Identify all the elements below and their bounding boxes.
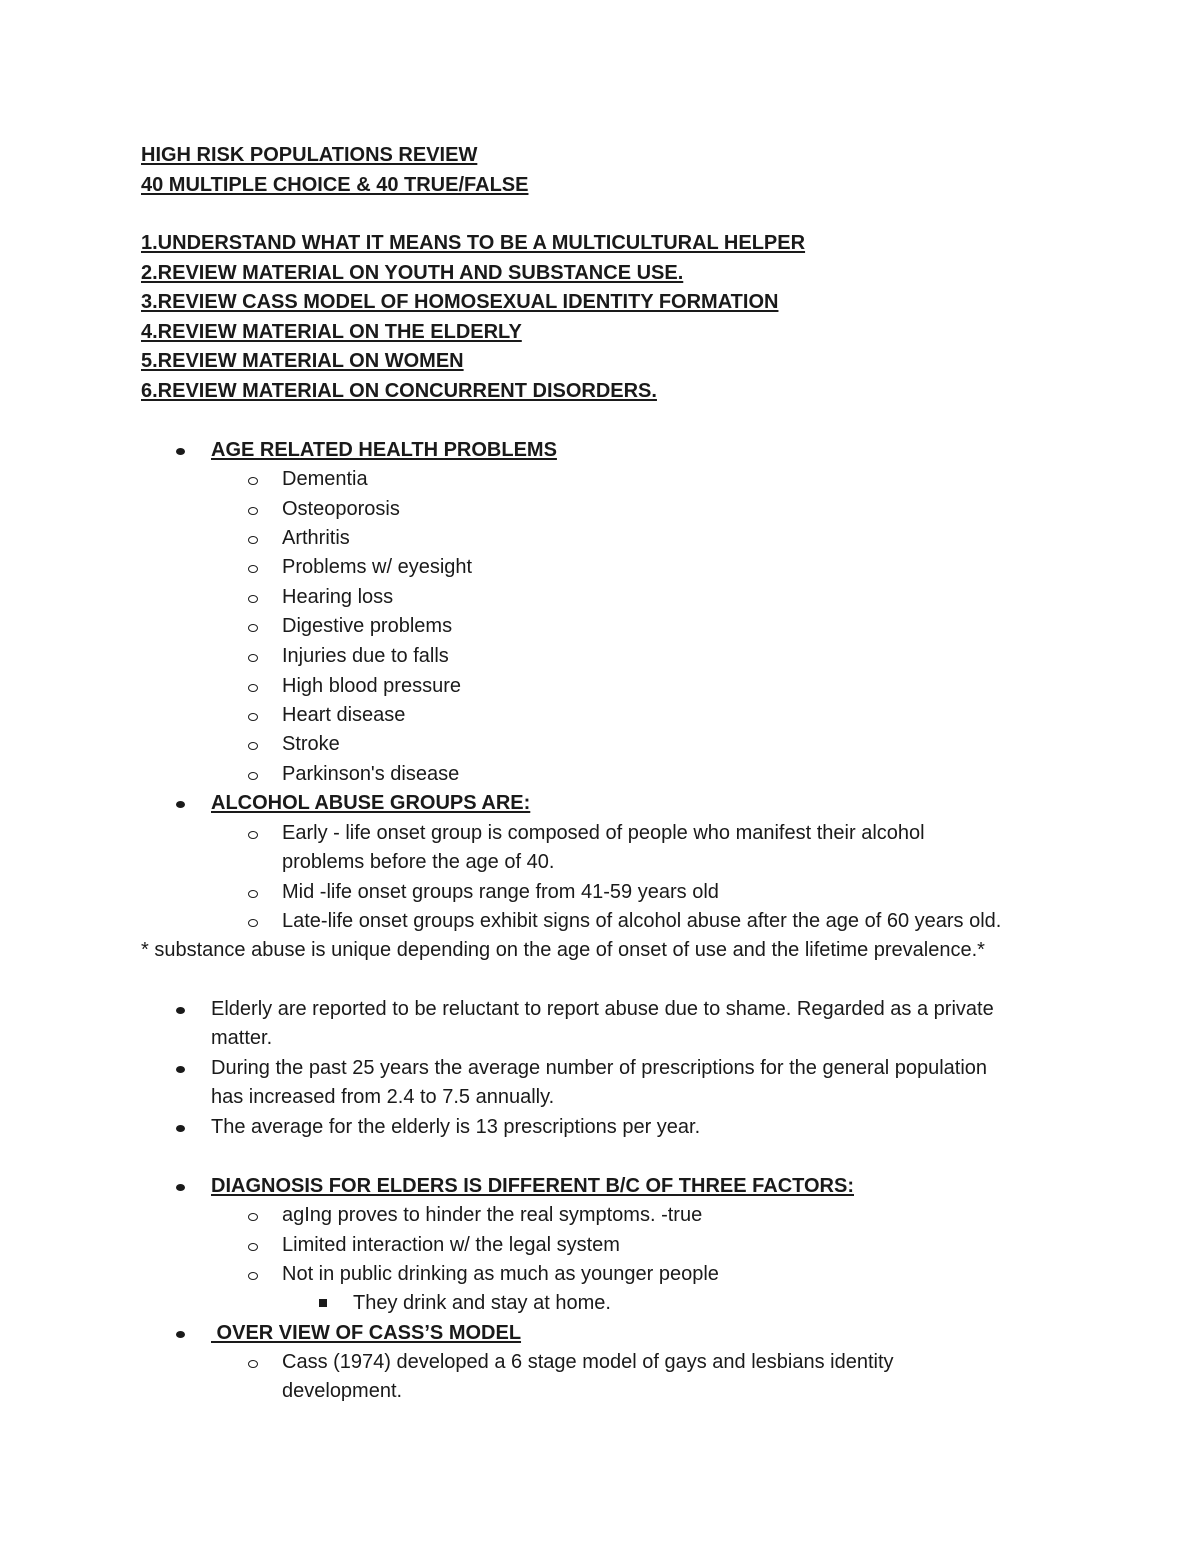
list-item: Injuries due to falls	[282, 645, 449, 667]
bullet-dot-icon	[176, 1184, 185, 1191]
review-item: 4.REVIEW MATERIAL ON THE ELDERLY	[141, 321, 522, 343]
review-item: 3.REVIEW CASS MODEL OF HOMOSEXUAL IDENTITY FORMATION	[141, 291, 779, 313]
bullet-circle-icon	[248, 772, 258, 780]
bullet-dot-icon	[176, 1066, 185, 1073]
bullet-circle-icon	[248, 507, 258, 515]
list-item: Limited interaction w/ the legal system	[282, 1234, 620, 1256]
bullet-circle-icon	[248, 890, 258, 898]
section-heading-diagnosis: DIAGNOSIS FOR ELDERS IS DIFFERENT B/C OF THREE FACTORS:	[211, 1175, 854, 1197]
review-item: 5.REVIEW MATERIAL ON WOMEN	[141, 350, 464, 372]
section-heading-alcohol: ALCOHOL ABUSE GROUPS ARE:	[211, 792, 531, 814]
list-item: Not in public drinking as much as younger people	[282, 1263, 719, 1285]
review-item: 1.UNDERSTAND WHAT IT MEANS TO BE A MULTICULTURAL HELPER	[141, 232, 806, 254]
paragraph-continuation: has increased from 2.4 to 7.5 annually.	[211, 1086, 555, 1108]
bullet-dot-icon	[176, 1331, 185, 1338]
bullet-circle-icon	[248, 595, 258, 603]
bullet-circle-icon	[248, 654, 258, 662]
paragraph-point: The average for the elderly is 13 prescriptions per year.	[211, 1116, 701, 1138]
list-item: High blood pressure	[282, 675, 461, 697]
bullet-circle-icon	[248, 536, 258, 544]
note-text: * substance abuse is unique depending on the age of onset of use and the lifetime prevalence.*	[141, 939, 985, 961]
bullet-dot-icon	[176, 801, 185, 808]
list-item: Cass (1974) developed a 6 stage model of gays and lesbians identity	[282, 1351, 894, 1373]
list-item: Parkinson's disease	[282, 763, 460, 785]
paragraph-continuation: matter.	[211, 1027, 273, 1049]
bullet-circle-icon	[248, 565, 258, 573]
list-item: Arthritis	[282, 527, 350, 549]
bullet-dot-icon	[176, 1007, 185, 1014]
bullet-circle-icon	[248, 742, 258, 750]
bullet-circle-icon	[248, 1272, 258, 1280]
bullet-dot-icon	[176, 1125, 185, 1132]
bullet-circle-icon	[248, 1213, 258, 1221]
bullet-dot-icon	[176, 448, 185, 455]
bullet-circle-icon	[248, 919, 258, 927]
bullet-circle-icon	[248, 684, 258, 692]
list-item: Mid -life onset groups range from 41-59 years old	[282, 881, 719, 903]
list-item: Problems w/ eyesight	[282, 556, 473, 578]
list-item-continuation: problems before the age of 40.	[282, 851, 555, 873]
list-item: Digestive problems	[282, 615, 453, 637]
document-title: HIGH RISK POPULATIONS REVIEW	[141, 144, 478, 166]
list-item: Late-life onset groups exhibit signs of alcohol abuse after the age of 60 years old.	[282, 910, 1002, 932]
bullet-square-icon	[319, 1299, 327, 1307]
document-subtitle: 40 MULTIPLE CHOICE & 40 TRUE/FALSE	[141, 174, 529, 196]
section-heading-cass: OVER VIEW OF CASS’S MODEL	[211, 1322, 522, 1344]
list-item: Dementia	[282, 468, 368, 490]
list-item: Early - life onset group is composed of people who manifest their alcohol	[282, 822, 925, 844]
section-heading-age-related: AGE RELATED HEALTH PROBLEMS	[211, 439, 557, 461]
bullet-circle-icon	[248, 713, 258, 721]
list-item-continuation: development.	[282, 1380, 403, 1402]
bullet-circle-icon	[248, 624, 258, 632]
bullet-circle-icon	[248, 1243, 258, 1251]
list-item: agIng proves to hinder the real symptoms. -true	[282, 1204, 703, 1226]
bullet-circle-icon	[248, 831, 258, 839]
list-item: Osteoporosis	[282, 498, 400, 520]
bullet-circle-icon	[248, 477, 258, 485]
sub-list-item: They drink and stay at home.	[353, 1292, 611, 1314]
list-item: Heart disease	[282, 704, 406, 726]
paragraph-point: During the past 25 years the average number of prescriptions for the general population	[211, 1057, 988, 1079]
paragraph-point: Elderly are reported to be reluctant to report abuse due to shame. Regarded as a private	[211, 998, 994, 1020]
review-item: 2.REVIEW MATERIAL ON YOUTH AND SUBSTANCE USE.	[141, 262, 684, 284]
list-item: Hearing loss	[282, 586, 394, 608]
review-item: 6.REVIEW MATERIAL ON CONCURRENT DISORDERS.	[141, 380, 657, 402]
list-item: Stroke	[282, 733, 340, 755]
bullet-circle-icon	[248, 1360, 258, 1368]
